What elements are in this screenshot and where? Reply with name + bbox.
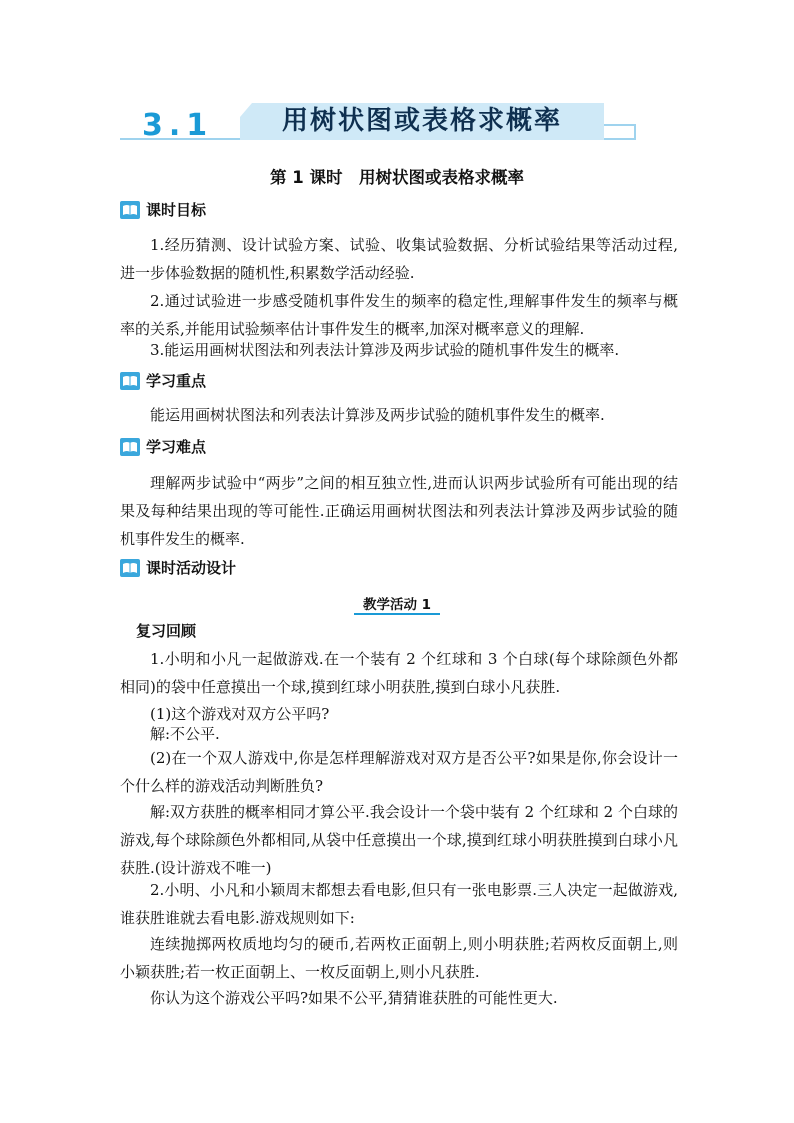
- book-icon: [120, 559, 140, 577]
- header-rule-vertical: [634, 124, 636, 140]
- book-icon: [120, 201, 140, 219]
- book-icon: [120, 372, 140, 390]
- lesson-title: 第 1 课时 用树状图或表格求概率: [270, 168, 524, 187]
- review-paragraph-3: 解:不公平.: [150, 725, 220, 743]
- review-paragraph-8: 你认为这个游戏公平吗?如果不公平,猜猜谁获胜的可能性更大.: [150, 989, 558, 1007]
- review-paragraph-6: 2.小明、小凡和小颖周末都想去看电影,但只有一张电影票.三人决定一起做游戏,谁获胜谁就去看电影.游戏规则如下:: [120, 881, 678, 927]
- section-difficulties: [120, 436, 206, 457]
- section-goals: [120, 199, 206, 220]
- section-difficulties-title: 学习难点: [146, 438, 207, 456]
- activity-label: 教学活动 1: [362, 597, 432, 613]
- book-icon: [120, 438, 140, 456]
- section-key-points: [120, 370, 206, 391]
- section-design-title: 课时活动设计: [146, 559, 237, 577]
- chapter-number: 3.1: [142, 108, 214, 143]
- activity-underline: [354, 613, 440, 615]
- chapter-title: 用树状图或表格求概率: [281, 106, 562, 136]
- section-goals-title: 课时目标: [146, 201, 207, 219]
- review-paragraph-5: 解:双方获胜的概率相同才算公平.我会设计一个袋中装有 2 个红球和 2 个白球的游戏,每个球除颜色外都相同,从袋中任意摸出一个球,摸到红球小明获胜摸到白球小凡获胜.(设计游戏不唯一): [120, 803, 678, 877]
- review-paragraph-7: 连续抛掷两枚质地均匀的硬币,若两枚正面朝上,则小明获胜;若两枚反面朝上,则小颖获胜;若一枚正面朝上、一枚反面朝上,则小凡获胜.: [120, 935, 678, 981]
- review-paragraph-2: (1)这个游戏对双方公平吗?: [150, 705, 330, 723]
- goal-item-3: 3.能运用画树状图法和列表法计算涉及两步试验的随机事件发生的概率.: [150, 341, 620, 359]
- key-points-text: 能运用画树状图法和列表法计算涉及两步试验的随机事件发生的概率.: [150, 406, 605, 424]
- section-key-points-title: 学习重点: [146, 372, 207, 390]
- section-design: [120, 557, 236, 578]
- review-paragraph-1: 1.小明和小凡一起做游戏.在一个装有 2 个红球和 3 个白球(每个球除颜色外都相同)的袋中任意摸出一个球,摸到红球小明获胜,摸到白球小凡获胜.: [120, 650, 678, 696]
- review-paragraph-4: (2)在一个双人游戏中,你是怎样理解游戏对双方是否公平?如果是你,你会设计一个什么样的游戏活动判断胜负?: [120, 749, 678, 795]
- review-title: 复习回顾: [136, 622, 197, 640]
- goal-item-1: 1.经历猜测、设计试验方案、试验、收集试验数据、分析试验结果等活动过程,进一步体验数据的随机性,积累数学活动经验.: [120, 236, 678, 282]
- goal-item-2: 2.通过试验进一步感受随机事件发生的频率的稳定性,理解事件发生的频率与概率的关系,并能用试验频率估计事件发生的概率,加深对概率意义的理解.: [120, 292, 678, 338]
- difficulties-text: 理解两步试验中“两步”之间的相互独立性,进而认识两步试验所有可能出现的结果及每种结果出现的等可能性.正确运用画树状图法和列表法计算涉及两步试验的随机事件发生的概率.: [120, 474, 678, 548]
- header-rule-right: [604, 124, 636, 126]
